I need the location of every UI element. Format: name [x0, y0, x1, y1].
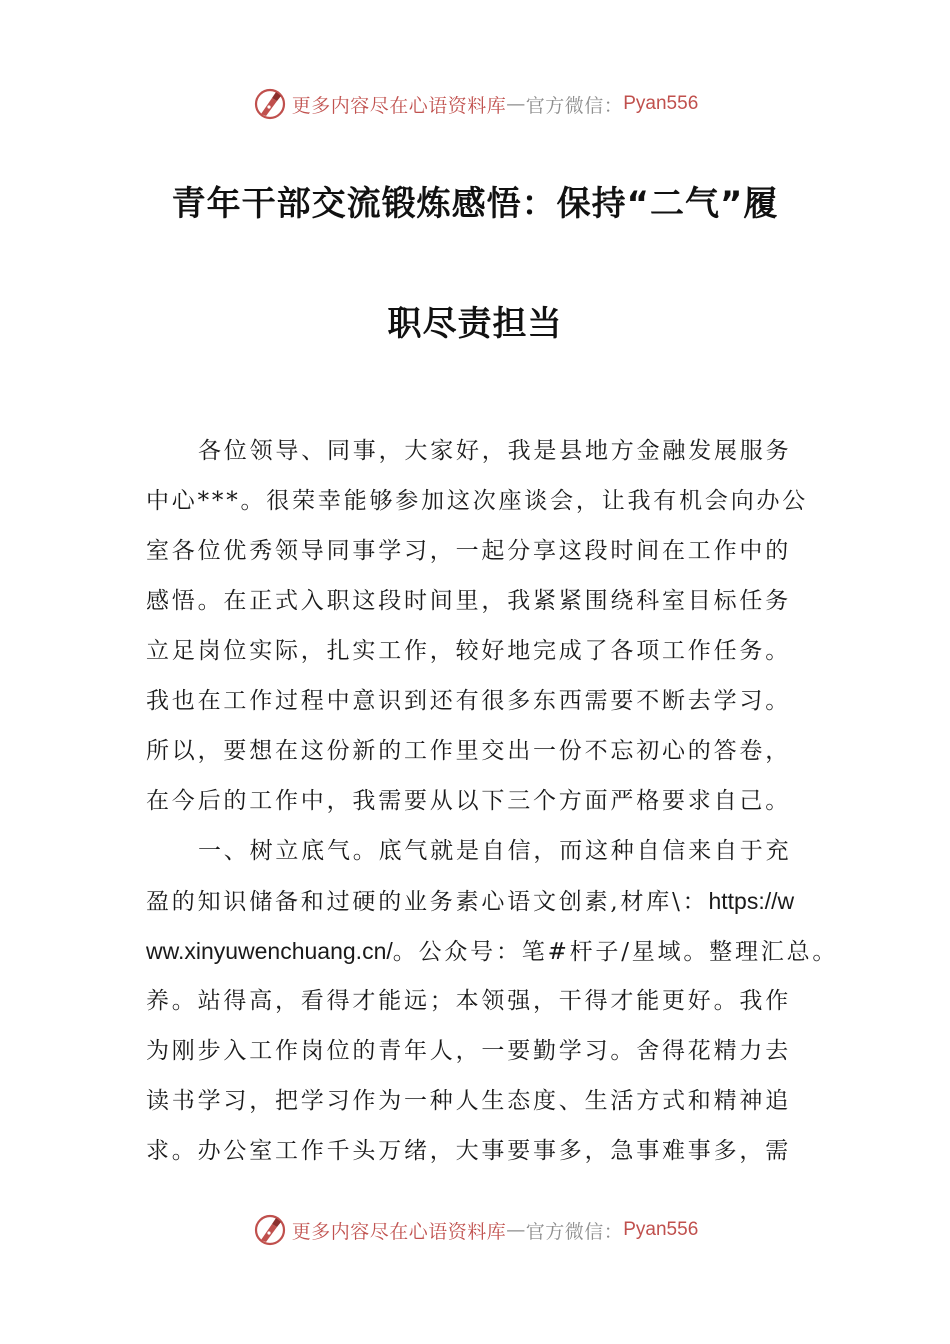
document-body [146, 426, 839, 1176]
banner-dash: — [506, 93, 526, 115]
body-line: 所以，要想在这份新的工作里交出一份不忘初心的答卷， [146, 738, 791, 764]
body-line: 读书学习，把学习作为一种人生态度、生活方式和精神追 [146, 1088, 791, 1114]
banner-wechat-id: Pyan556 [623, 93, 699, 114]
body-line: 为刚步入工作岗位的青年人，一要勤学习。舍得花精力去 [146, 1038, 791, 1064]
document-title-line-2: 职尽责担当 [387, 304, 563, 344]
header-banner [0, 84, 950, 124]
body-line-url-part: ww.xinyuwenchuang.cn/ [146, 938, 393, 964]
banner-official-text: 官方微信： [525, 1220, 624, 1243]
body-line: 养。站得高，看得才能远；本领强，干得才能更好。我作 [146, 988, 791, 1014]
body-line: 立足岗位实际，扎实工作，较好地完成了各项工作任务。 [146, 638, 791, 664]
body-line-text: 。公众号：笔#杆子/星域。整理汇总。 [392, 939, 839, 965]
document-title-line-1: 青年干部交流锻炼感悟：保持“二气”履 [171, 184, 779, 224]
banner-main-text: 更多内容尽在心语资料库 [291, 94, 507, 117]
banner-dash: — [506, 1219, 526, 1241]
body-line: 在今后的工作中，我需要从以下三个方面严格要求自己。 [146, 788, 791, 814]
body-line: 我也在工作过程中意识到还有很多东西需要不断去学习。 [146, 688, 791, 714]
body-line: 中心***。很荣幸能够参加这次座谈会，让我有机会向办公 [146, 488, 809, 514]
banner-main-text: 更多内容尽在心语资料库 [291, 1220, 507, 1243]
body-line [146, 876, 810, 926]
pen-nib-circle-icon [252, 1212, 288, 1248]
body-line: 求。办公室工作千头万绪，大事要事多，急事难事多，需 [146, 1138, 791, 1164]
body-line-text: 盈的知识储备和过硬的业务素心语文创素,材库\： [146, 889, 709, 915]
pen-nib-circle-icon [252, 86, 288, 122]
banner-wechat-id: Pyan556 [623, 1219, 699, 1240]
body-line: 各位领导、同事，大家好，我是县地方金融发展服务 [198, 438, 792, 464]
body-line: 一、树立底气。底气就是自信，而这种自信来自于充 [198, 838, 792, 864]
banner-official-text: 官方微信： [525, 94, 624, 117]
body-line [146, 926, 839, 976]
body-line-url-part: https://w [708, 888, 795, 914]
footer-banner [0, 1210, 950, 1250]
body-line: 感悟。在正式入职这段时间里，我紧紧围绕科室目标任务 [146, 588, 791, 614]
body-line: 室各位优秀领导同事学习，一起分享这段时间在工作中的 [146, 538, 791, 564]
